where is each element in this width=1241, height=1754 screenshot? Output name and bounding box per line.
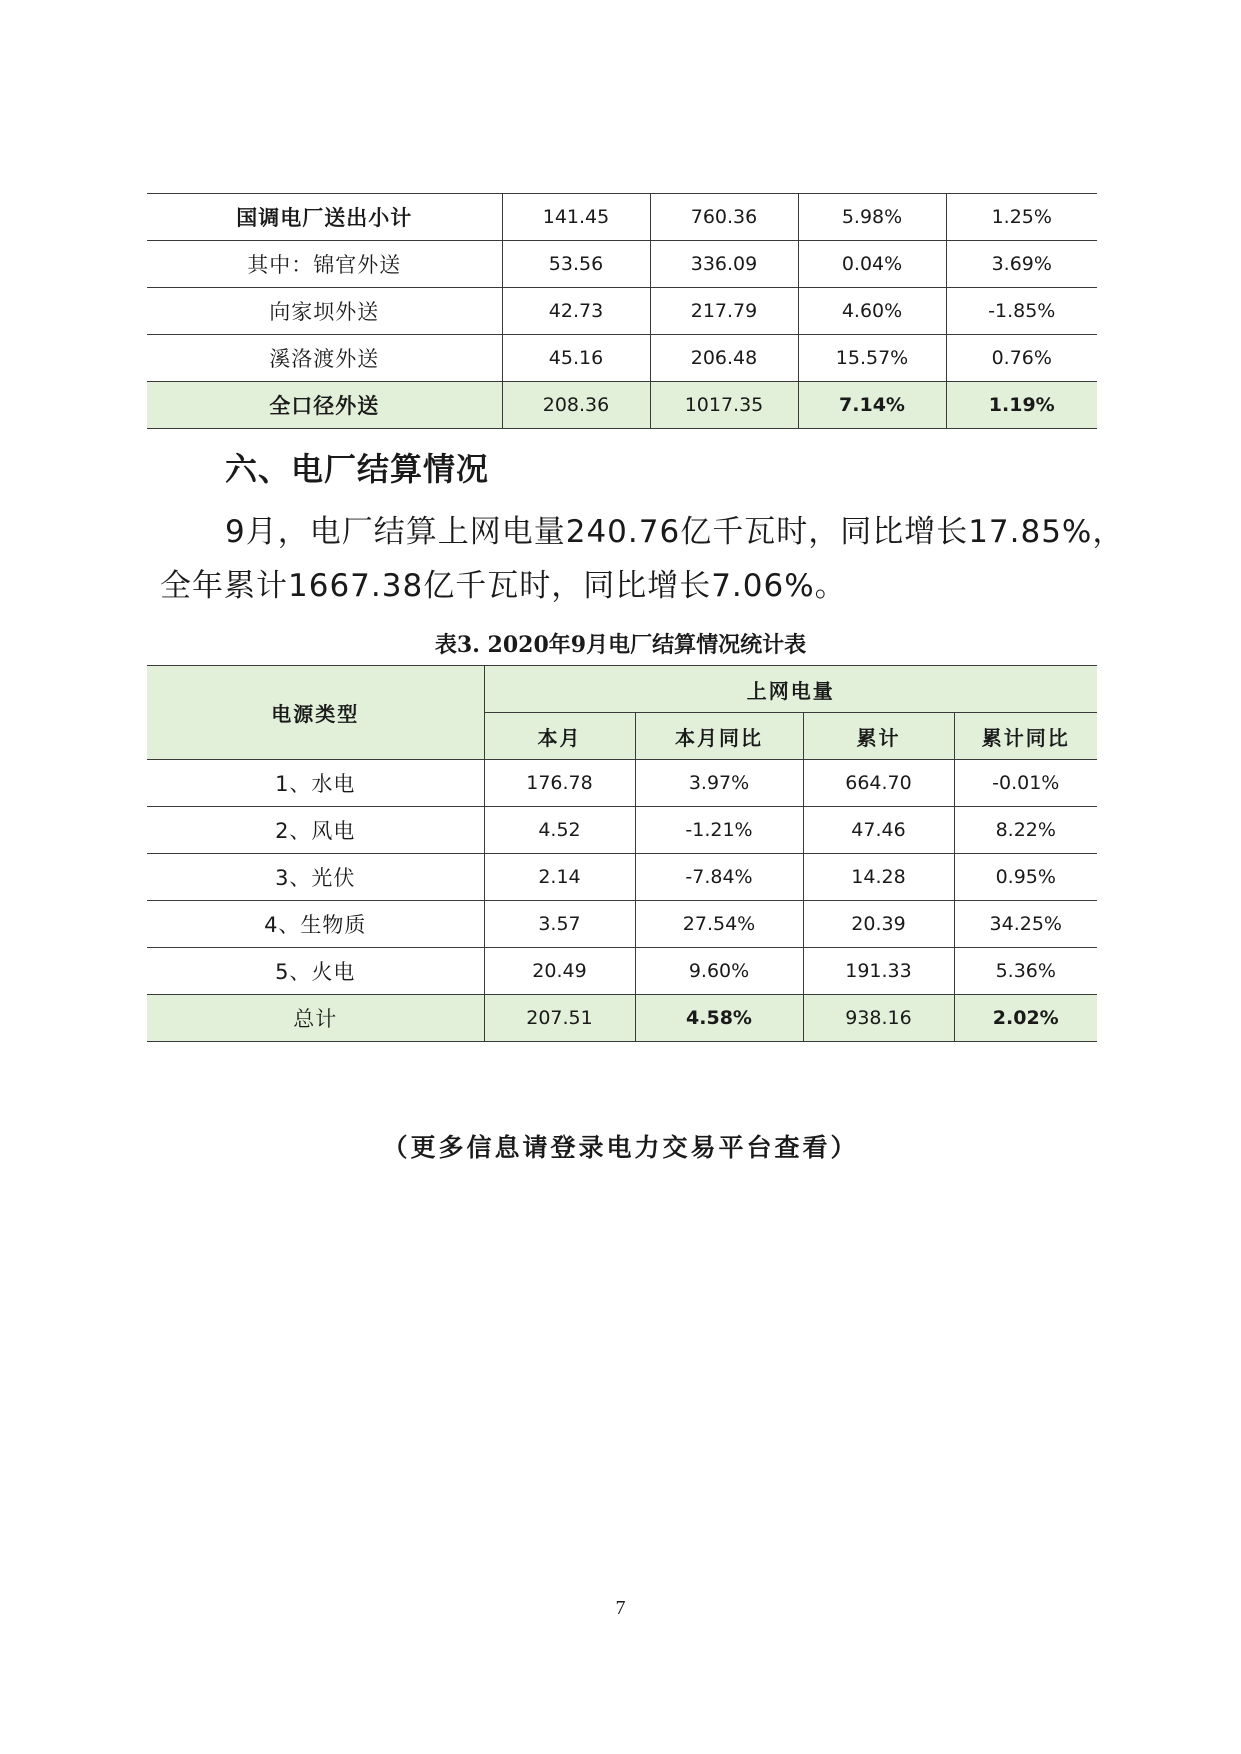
header-power-type: 电源类型 — [147, 666, 484, 760]
cell: 34.25% — [954, 901, 1097, 948]
delivery-table — [147, 193, 1097, 429]
cell: 42.73 — [502, 288, 650, 335]
cell: -0.01% — [954, 760, 1097, 807]
row-label: 溪洛渡外送 — [147, 335, 502, 382]
cell: -1.21% — [635, 807, 803, 854]
cell: 1.19% — [946, 382, 1097, 429]
cell: 1.25% — [946, 194, 1097, 241]
header-group: 上网电量 — [484, 666, 1097, 713]
cell: 5.98% — [798, 194, 946, 241]
cell: 4.60% — [798, 288, 946, 335]
row-label: 向家坝外送 — [147, 288, 502, 335]
cell: 0.04% — [798, 241, 946, 288]
section-title: 六、电厂结算情况 — [225, 450, 490, 488]
cell: 20.49 — [484, 948, 635, 995]
header-row — [147, 666, 1097, 713]
table-row — [147, 288, 1097, 335]
row-label: 国调电厂送出小计 — [147, 194, 502, 241]
table-row — [147, 760, 1097, 807]
cell: 45.16 — [502, 335, 650, 382]
subheader: 本月 — [484, 713, 635, 760]
row-label: 总计 — [147, 995, 484, 1042]
table-row — [147, 854, 1097, 901]
cell: 664.70 — [803, 760, 954, 807]
paragraph-line: 全年累计1667.38亿千瓦时，同比增长7.06%。 — [160, 568, 847, 604]
cell: 217.79 — [650, 288, 798, 335]
cell: 4.52 — [484, 807, 635, 854]
cell: 336.09 — [650, 241, 798, 288]
cell: 8.22% — [954, 807, 1097, 854]
cell: 27.54% — [635, 901, 803, 948]
cell: -7.84% — [635, 854, 803, 901]
subheader: 累计 — [803, 713, 954, 760]
row-label: 3、光伏 — [147, 854, 484, 901]
table-caption: 表3. 2020年9月电厂结算情况统计表 — [434, 632, 807, 658]
settlement-table — [147, 665, 1097, 1042]
table-total-row — [147, 995, 1097, 1042]
more-info-note: （更多信息请登录电力交易平台查看） — [382, 1133, 859, 1162]
table-total-row — [147, 382, 1097, 429]
cell: 760.36 — [650, 194, 798, 241]
cell: 206.48 — [650, 335, 798, 382]
cell: 20.39 — [803, 901, 954, 948]
cell: 176.78 — [484, 760, 635, 807]
page-number: 7 — [615, 1597, 626, 1619]
row-label: 5、火电 — [147, 948, 484, 995]
row-label: 1、水电 — [147, 760, 484, 807]
cell: 938.16 — [803, 995, 954, 1042]
table-row — [147, 335, 1097, 382]
cell: 1017.35 — [650, 382, 798, 429]
cell: 208.36 — [502, 382, 650, 429]
cell: -1.85% — [946, 288, 1097, 335]
row-label: 4、生物质 — [147, 901, 484, 948]
cell: 3.57 — [484, 901, 635, 948]
table-row — [147, 948, 1097, 995]
table-row — [147, 807, 1097, 854]
cell: 2.02% — [954, 995, 1097, 1042]
cell: 53.56 — [502, 241, 650, 288]
cell: 47.46 — [803, 807, 954, 854]
table-row — [147, 241, 1097, 288]
cell: 141.45 — [502, 194, 650, 241]
subheader: 累计同比 — [954, 713, 1097, 760]
cell: 4.58% — [635, 995, 803, 1042]
subheader: 本月同比 — [635, 713, 803, 760]
row-label: 2、风电 — [147, 807, 484, 854]
paragraph-line: 9月，电厂结算上网电量240.76亿千瓦时，同比增长17.85%， — [225, 514, 1125, 550]
cell: 0.95% — [954, 854, 1097, 901]
cell: 5.36% — [954, 948, 1097, 995]
cell: 0.76% — [946, 335, 1097, 382]
row-label: 全口径外送 — [147, 382, 502, 429]
cell: 3.97% — [635, 760, 803, 807]
cell: 15.57% — [798, 335, 946, 382]
row-label: 其中：锦官外送 — [147, 241, 502, 288]
cell: 14.28 — [803, 854, 954, 901]
cell: 207.51 — [484, 995, 635, 1042]
table-row — [147, 194, 1097, 241]
cell: 7.14% — [798, 382, 946, 429]
table-row — [147, 901, 1097, 948]
cell: 191.33 — [803, 948, 954, 995]
cell: 9.60% — [635, 948, 803, 995]
cell: 3.69% — [946, 241, 1097, 288]
cell: 2.14 — [484, 854, 635, 901]
